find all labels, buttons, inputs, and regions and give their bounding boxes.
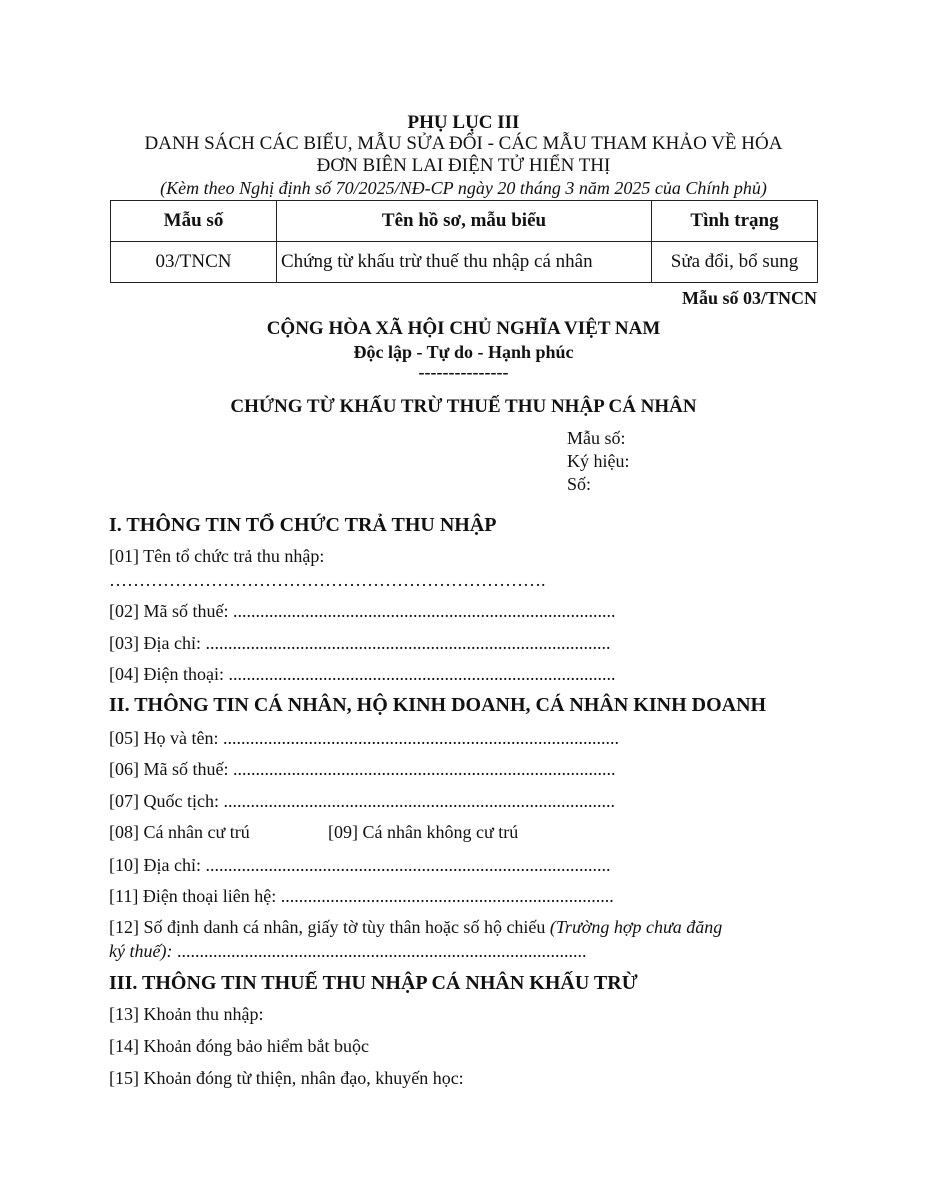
field-15: [15] Khoản đóng từ thiện, nhân đạo, khuyến học: (109, 1068, 464, 1088)
field-02: [02] Mã số thuế: ..................................................................................... (109, 601, 616, 621)
national-motto: Độc lập - Tự do - Hạnh phúc (353, 342, 574, 362)
field-01: [01] Tên tổ chức trả thu nhập: (109, 546, 325, 566)
table-header-cell: Tình trạng (652, 201, 818, 242)
serial-number-label: Số: (567, 474, 592, 494)
field-10: [10] Địa chỉ: .......................................................................................... (109, 855, 611, 875)
table-row (111, 242, 818, 283)
attachment-note: (Kèm theo Nghị định số 70/2025/NĐ-CP ngày 20 tháng 3 năm 2025 của Chính phủ) (160, 178, 767, 198)
motto-divider: --------------- (418, 362, 509, 382)
field-12-line1 (109, 917, 722, 938)
field-04: [04] Điện thoại: ...................................................................................... (109, 664, 616, 684)
table-cell: 03/TNCN (111, 242, 277, 283)
field-12-italic: (Trường hợp chưa đăng (549, 917, 723, 937)
section-3-title: III. THÔNG TIN THUẾ THU NHẬP CÁ NHÂN KHẤU TRỪ (109, 972, 638, 994)
field-11: [11] Điện thoại liên hệ: .......................................................................... (109, 886, 614, 906)
field-12-text: [12] Số định danh cá nhân, giấy tờ tùy thân hoặc số hộ chiếu (109, 917, 550, 937)
section-1-title: I. THÔNG TIN TỔ CHỨC TRẢ THU NHẬP (109, 514, 497, 536)
field-12-line2 (109, 941, 586, 962)
table-header-cell: Mẫu số (111, 201, 277, 242)
forms-table (110, 200, 818, 283)
field-01-dots: ………………………………………………………………. (109, 570, 546, 590)
field-12-dots: ........................................................................................... (172, 941, 587, 961)
document-title: CHỨNG TỪ KHẤU TRỪ THUẾ THU NHẬP CÁ NHÂN (230, 396, 697, 417)
national-name: CỘNG HÒA XÃ HỘI CHỦ NGHĨA VIỆT NAM (266, 318, 661, 339)
section-2-title: II. THÔNG TIN CÁ NHÂN, HỘ KINH DOANH, CÁ NHÂN KINH DOANH (109, 694, 767, 716)
appendix-subtitle-line1: DANH SÁCH CÁC BIỂU, MẪU SỬA ĐỔI - CÁC MẪU THAM KHẢO VỀ HÓA (144, 133, 783, 154)
table-cell: Chứng từ khấu trừ thuế thu nhập cá nhân (277, 242, 652, 283)
table-header-cell: Tên hồ sơ, mẫu biểu (277, 201, 652, 242)
field-07: [07] Quốc tịch: ....................................................................................... (109, 791, 615, 811)
table-header-row (111, 201, 818, 242)
appendix-subtitle-line2: ĐƠN BIÊN LAI ĐIỆN TỬ HIỂN THỊ (316, 155, 611, 176)
field-03: [03] Địa chỉ: .......................................................................................... (109, 633, 611, 653)
field-08: [08] Cá nhân cư trú (109, 822, 250, 842)
field-06: [06] Mã số thuế: ..................................................................................... (109, 759, 616, 779)
symbol-label: Ký hiệu: (567, 451, 630, 471)
field-05: [05] Họ và tên: ........................................................................................ (109, 728, 619, 748)
field-13: [13] Khoản thu nhập: (109, 1004, 264, 1024)
field-09: [09] Cá nhân không cư trú (328, 822, 519, 842)
form-number-label: Mẫu số: (567, 428, 626, 448)
field-14: [14] Khoản đóng bảo hiểm bắt buộc (109, 1036, 369, 1056)
form-code: Mẫu số 03/TNCN (681, 288, 817, 308)
table-cell: Sửa đổi, bổ sung (652, 242, 818, 283)
appendix-title: PHỤ LỤC III (407, 112, 520, 133)
field-12-italic-2: ký thuế): (109, 941, 173, 961)
